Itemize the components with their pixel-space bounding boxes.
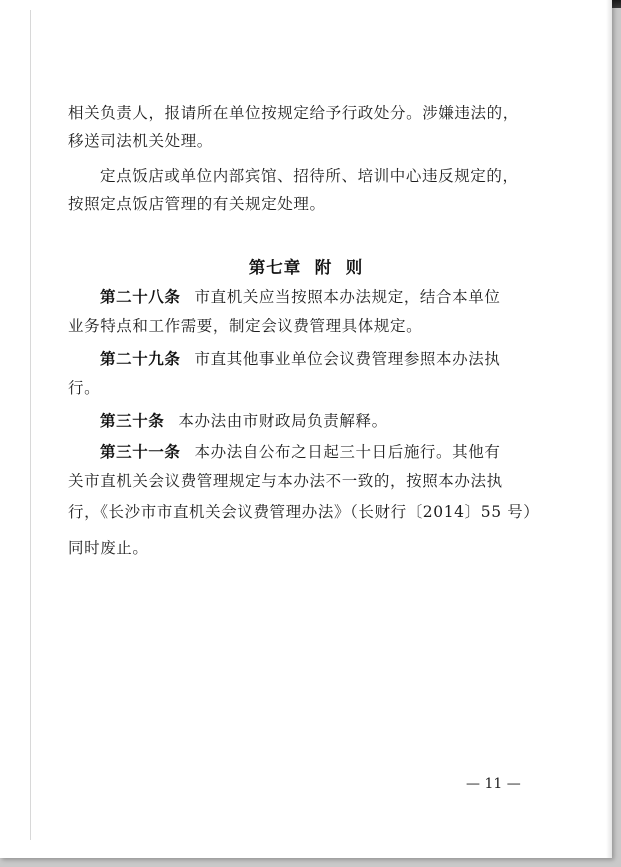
article-28-line1: [100, 285, 500, 307]
page-edge-shadow: [606, 0, 612, 858]
para2-line2: 按照定点饭店管理的有关规定处理。: [68, 195, 326, 213]
article-29-text: 市直其他事业单位会议费管理参照本办法执: [194, 350, 501, 368]
article-29-label: 第二十九条: [100, 349, 181, 368]
article-31-line4: 同时废止。: [68, 539, 149, 557]
article-28-line2: 业务特点和工作需要，制定会议费管理具体规定。: [68, 317, 423, 335]
binding-margin-line: [30, 10, 31, 840]
article-30-text: 本办法由市财政局负责解释。: [178, 412, 388, 430]
page-number: — 11 —: [466, 776, 521, 792]
article-28-text: 市直机关应当按照本办法规定，结合本单位: [194, 288, 501, 306]
article-31-label: 第三十一条: [100, 442, 181, 461]
article-29-line2: 行。: [68, 379, 101, 397]
article-30-line1: [100, 409, 388, 431]
article-31-line1: [100, 440, 500, 462]
para1-line2: 移送司法机关处理。: [68, 132, 213, 150]
article-29-line1: [100, 347, 500, 369]
article-31-line3: 行，《长沙市市直机关会议费管理办法》（长财行〔2014〕55 号）: [68, 503, 540, 521]
para1-line1: 相关负责人，报请所在单位按规定给予行政处分。涉嫌违法的，: [68, 104, 519, 122]
article-28-label: 第二十八条: [100, 287, 181, 306]
para2-line1: 定点饭店或单位内部宾馆、招待所、培训中心违反规定的，: [100, 167, 519, 185]
article-31-line2: 关市直机关会议费管理规定与本办法不一致的，按照本办法执: [68, 472, 503, 490]
article-30-label: 第三十条: [100, 411, 165, 430]
chapter-title: 第七章 附 则: [248, 258, 364, 277]
article-31-text: 本办法自公布之日起三十日后施行。其他有: [194, 443, 501, 461]
